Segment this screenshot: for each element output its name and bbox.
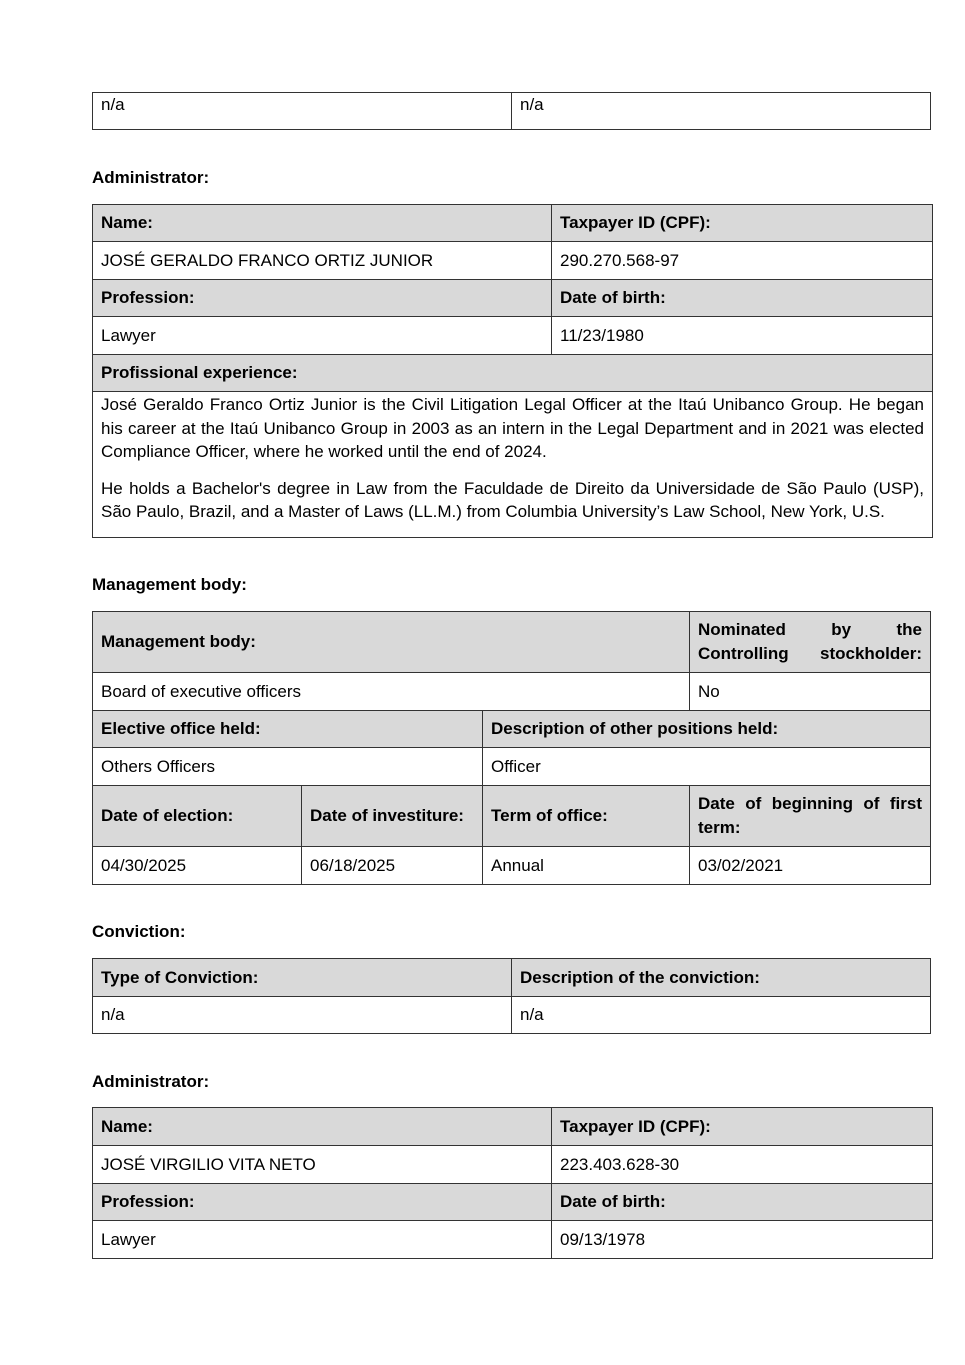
profession-label: Profession: xyxy=(93,280,552,317)
management-body-value: Board of executive officers xyxy=(93,673,690,711)
cpf-value-2: 223.403.628-30 xyxy=(552,1146,933,1184)
experience-paragraph-1: José Geraldo Franco Ortiz Junior is the Civil Litigation Legal Officer at the Itaú Unibanco Group. He began his career at the Itaú Unibanco Group in 2003 as an intern in the Legal Department and in 2021 was elected Compliance Officer, where he worked until the end of 2024. xyxy=(101,395,924,461)
top-table xyxy=(92,92,931,130)
conviction-heading: Conviction: xyxy=(92,922,186,941)
dob-value-2: 09/13/1978 xyxy=(552,1221,933,1259)
administrator-table-2 xyxy=(92,1107,933,1259)
nominated-label: Nominated by the Controlling stockholder: xyxy=(690,612,931,673)
top-right-cell: n/a xyxy=(512,93,931,130)
management-body-label: Management body: xyxy=(93,612,690,673)
name-value: JOSÉ GERALDO FRANCO ORTIZ JUNIOR xyxy=(93,242,552,280)
other-positions-label: Description of other positions held: xyxy=(483,711,931,748)
profession-label-2: Profession: xyxy=(93,1184,552,1221)
election-date-value: 04/30/2025 xyxy=(93,847,302,885)
name-value-2: JOSÉ VIRGILIO VITA NETO xyxy=(93,1146,552,1184)
dob-label-2: Date of birth: xyxy=(552,1184,933,1221)
investiture-date-value: 06/18/2025 xyxy=(302,847,483,885)
other-positions-value: Officer xyxy=(483,748,931,786)
investiture-date-label: Date of investiture: xyxy=(302,786,483,847)
conviction-type-value: n/a xyxy=(93,997,512,1034)
conviction-description-value: n/a xyxy=(512,997,931,1034)
top-left-cell: n/a xyxy=(93,93,512,130)
conviction-description-label: Description of the conviction: xyxy=(512,959,931,997)
experience-paragraph-2: He holds a Bachelor's degree in Law from the Faculdade de Direito da Universidade de São Paulo (USP), São Paulo, Brazil, and a Master of Laws (LL.M.) from Columbia University’s Law School, New York, U.S. xyxy=(101,478,924,521)
administrator-heading-2: Administrator: xyxy=(92,1072,210,1091)
term-label: Term of office: xyxy=(483,786,690,847)
term-value: Annual xyxy=(483,847,690,885)
elective-office-label: Elective office held: xyxy=(93,711,483,748)
conviction-type-label: Type of Conviction: xyxy=(93,959,512,997)
experience-label: Profissional experience: xyxy=(93,355,933,392)
cpf-label: Taxpayer ID (CPF): xyxy=(552,205,933,242)
first-term-label: Date of beginning of first term: xyxy=(690,786,931,847)
administrator-heading: Administrator: xyxy=(92,168,210,187)
cpf-value: 290.270.568-97 xyxy=(552,242,933,280)
administrator-table xyxy=(92,204,933,538)
first-term-value: 03/02/2021 xyxy=(690,847,931,885)
elective-office-value: Others Officers xyxy=(93,748,483,786)
cpf-label-2: Taxpayer ID (CPF): xyxy=(552,1108,933,1146)
management-body-heading: Management body: xyxy=(92,575,247,594)
nominated-value: No xyxy=(690,673,931,711)
conviction-table xyxy=(92,958,931,1034)
management-table xyxy=(92,611,931,885)
election-date-label: Date of election: xyxy=(93,786,302,847)
profession-value: Lawyer xyxy=(93,317,552,355)
name-label: Name: xyxy=(93,205,552,242)
dob-value: 11/23/1980 xyxy=(552,317,933,355)
name-label-2: Name: xyxy=(93,1108,552,1146)
experience-cell xyxy=(93,392,933,538)
profession-value-2: Lawyer xyxy=(93,1221,552,1259)
dob-label: Date of birth: xyxy=(552,280,933,317)
